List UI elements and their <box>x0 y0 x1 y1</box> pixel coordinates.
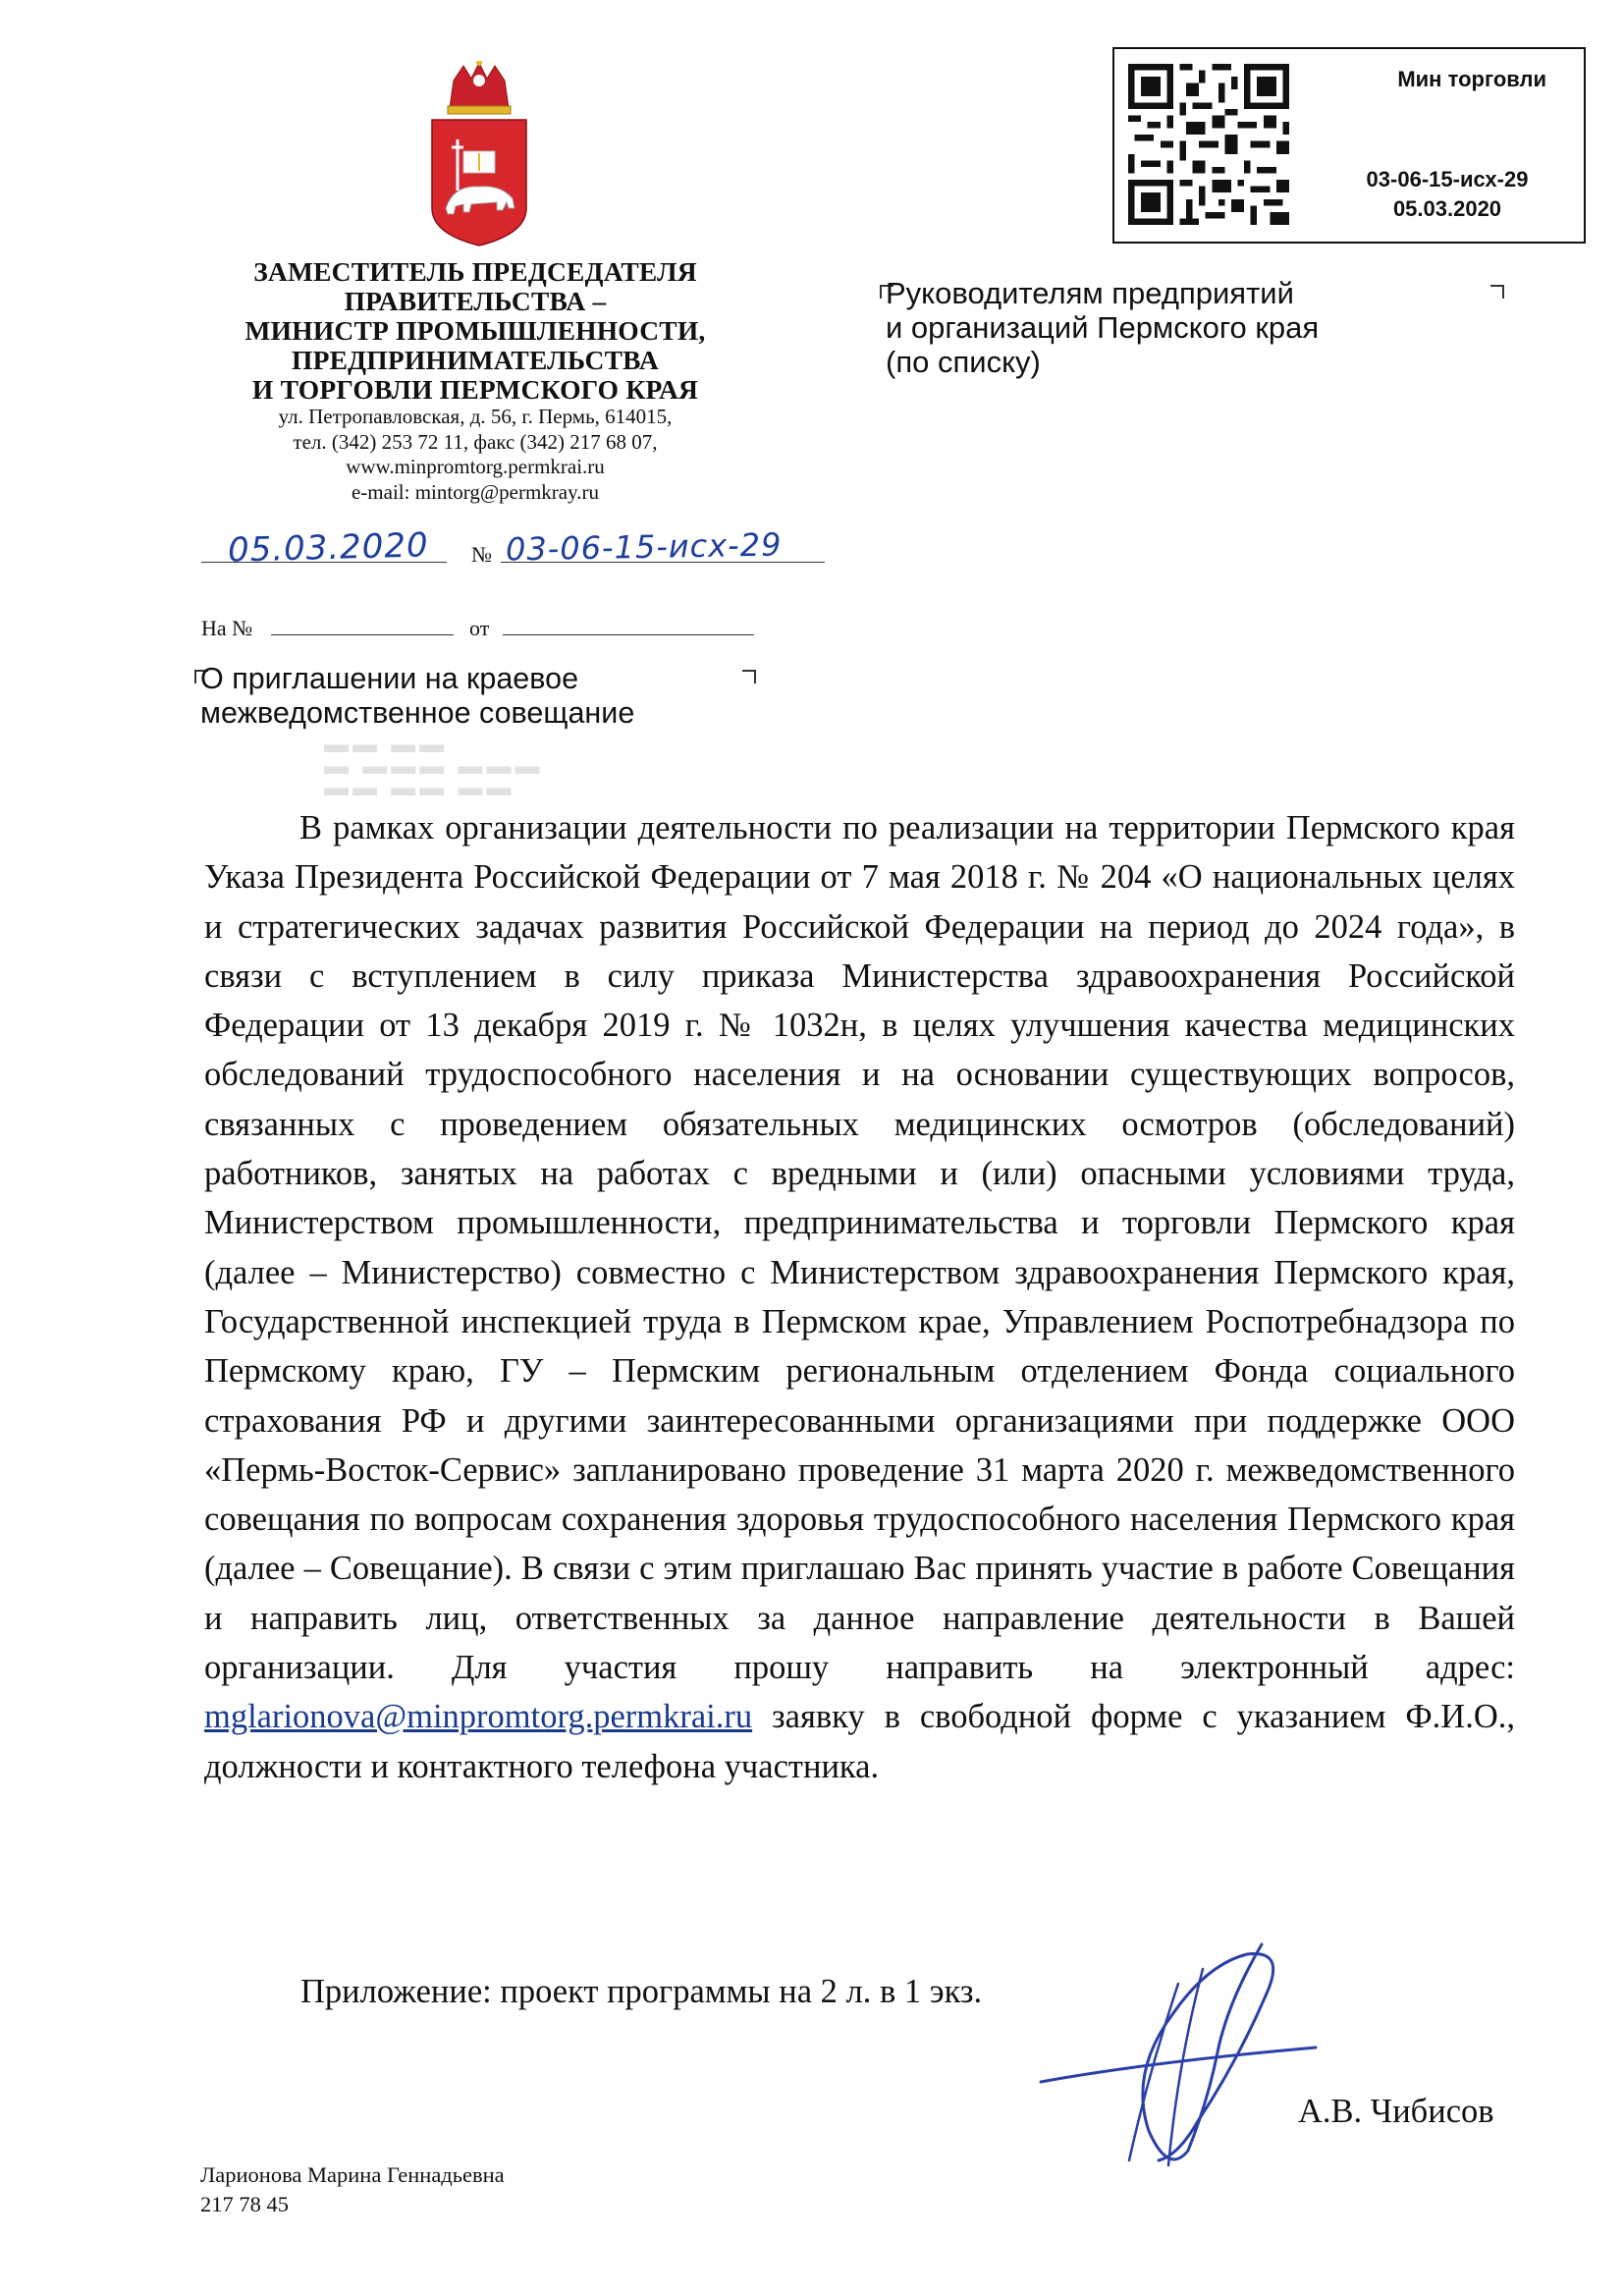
subject-line-1: О приглашении на краевое <box>200 662 579 695</box>
body-paragraph <box>204 803 1515 1791</box>
letterhead-title-line-5: И ТОРГОВЛИ ПЕРМСКОГО КРАЯ <box>251 374 699 405</box>
reference-from-label: от <box>469 616 490 640</box>
registration-date-line <box>201 562 447 563</box>
letterhead <box>187 257 764 505</box>
signature-icon <box>1031 1925 1326 2180</box>
reference-from-line <box>503 634 754 635</box>
letterhead-title-line-4: ПРЕДПРИНИМАТЕЛЬСТВА <box>292 345 659 375</box>
letter-body <box>204 803 1515 1791</box>
registration-number-line <box>501 562 825 563</box>
attachment-note: Приложение: проект программы на 2 л. в 1 экз. <box>300 1973 983 2010</box>
letterhead-title-line-1: ЗАМЕСТИТЕЛЬ ПРЕДСЕДАТЕЛЯ <box>253 256 697 287</box>
signatory-name: А.В. Чибисов <box>1298 2093 1494 2130</box>
registration-number-label: № <box>471 542 492 567</box>
executor <box>200 2160 505 2219</box>
stamp-date: 05.03.2020 <box>1392 196 1502 221</box>
letterhead-phone: тел. (342) 253 72 11, факс (342) 217 68 07, <box>293 429 658 454</box>
stamp-number: 03-06-15-исх-29 <box>1366 167 1529 191</box>
coat-of-arms-icon <box>424 61 534 247</box>
email-link[interactable]: mglarionova@minpromtorg.permkrai.ru <box>204 1698 753 1736</box>
addressee-line-1: Руководителям предприятий <box>886 276 1294 310</box>
executor-name: Ларионова Марина Геннадьевна <box>200 2162 505 2187</box>
subject-line-2: межведомственное совещание <box>200 696 635 730</box>
letterhead-title-line-3: МИНИСТР ПРОМЫШЛЕННОСТИ, <box>244 315 706 346</box>
letterhead-address: ул. Петропавловская, д. 56, г. Пермь, 614015, <box>278 405 673 428</box>
letterhead-title-line-2: ПРАВИТЕЛЬСТВА – <box>344 286 607 316</box>
addressee <box>886 276 1435 379</box>
addressee-line-3: (по списку) <box>886 345 1041 379</box>
executor-phone: 217 78 45 <box>200 2192 289 2216</box>
registration-date: 05.03.2020 <box>227 525 430 571</box>
registration-stamp <box>1112 47 1586 244</box>
reference-number-line <box>271 634 454 635</box>
qr-code-icon <box>1128 64 1289 225</box>
subject <box>200 662 770 731</box>
stamp-organization: Мин торговли <box>1397 67 1546 91</box>
registration-number: 03-06-15-исх-29 <box>505 525 783 569</box>
bleed-through-artifact: ▬▬ ▬▬ ▬ ▬▬▬ ▬▬▬ ▬▬ ▬▬ ▬▬ <box>324 732 544 801</box>
letterhead-website: www.minpromtorg.permkrai.ru <box>346 455 605 478</box>
letterhead-email: e-mail: mintorg@permkray.ru <box>351 479 600 504</box>
addressee-corner-right <box>1490 285 1504 299</box>
body-text: В рамках организации деятельности по реализации на территории Пермского края Указа Президента Российской Федерации от 7 мая 2018 г. № 204 «О национальных целях и стратегических задачах развития Российской Федерации на период до 2024 года», в связи с вступлением в силу приказа Министерства здравоохранения Российской Федерации от 13 декабря 2019 г. № 1032н, в целях улучшения качества медицинских обследований трудоспособного населения и на основании существующих вопросов, связанных с проведением обязательных медицинских осмотров (обследований) работников, занятых на работах с вредными и (или) опасными условиями труда, Министерством промышленности, предпринимательства и торговли Пермского края (далее – Министерство) совместно с Министерством здравоохранения Пермского края, Государственной инспекцией труда в Пермском крае, Управлением Роспотребнадзора по Пермскому краю, ГУ – Пермским региональным отделением Фонда социального страхования РФ и другими заинтересованными организациями при поддержке ООО «Пермь-Восток-Сервис» запланировано проведение 31 марта 2020 г. межведомственного совещания по вопросам сохранения здоровья трудоспособного населения Пермского края (далее – Совещание). В связи с этим приглашаю Вас принять участие в работе Совещания и направить лиц, ответственных за данное направление деятельности в Вашей организации. Для участия прошу направить на электронный адрес: <box>204 809 1515 1687</box>
addressee-line-2: и организаций Пермского края <box>886 310 1320 345</box>
reference-number-label: На № <box>201 616 253 640</box>
body-text-end: заявку в свободной форме с указанием Ф.И.О., должности и контактного телефона участника. <box>204 1698 1515 1785</box>
